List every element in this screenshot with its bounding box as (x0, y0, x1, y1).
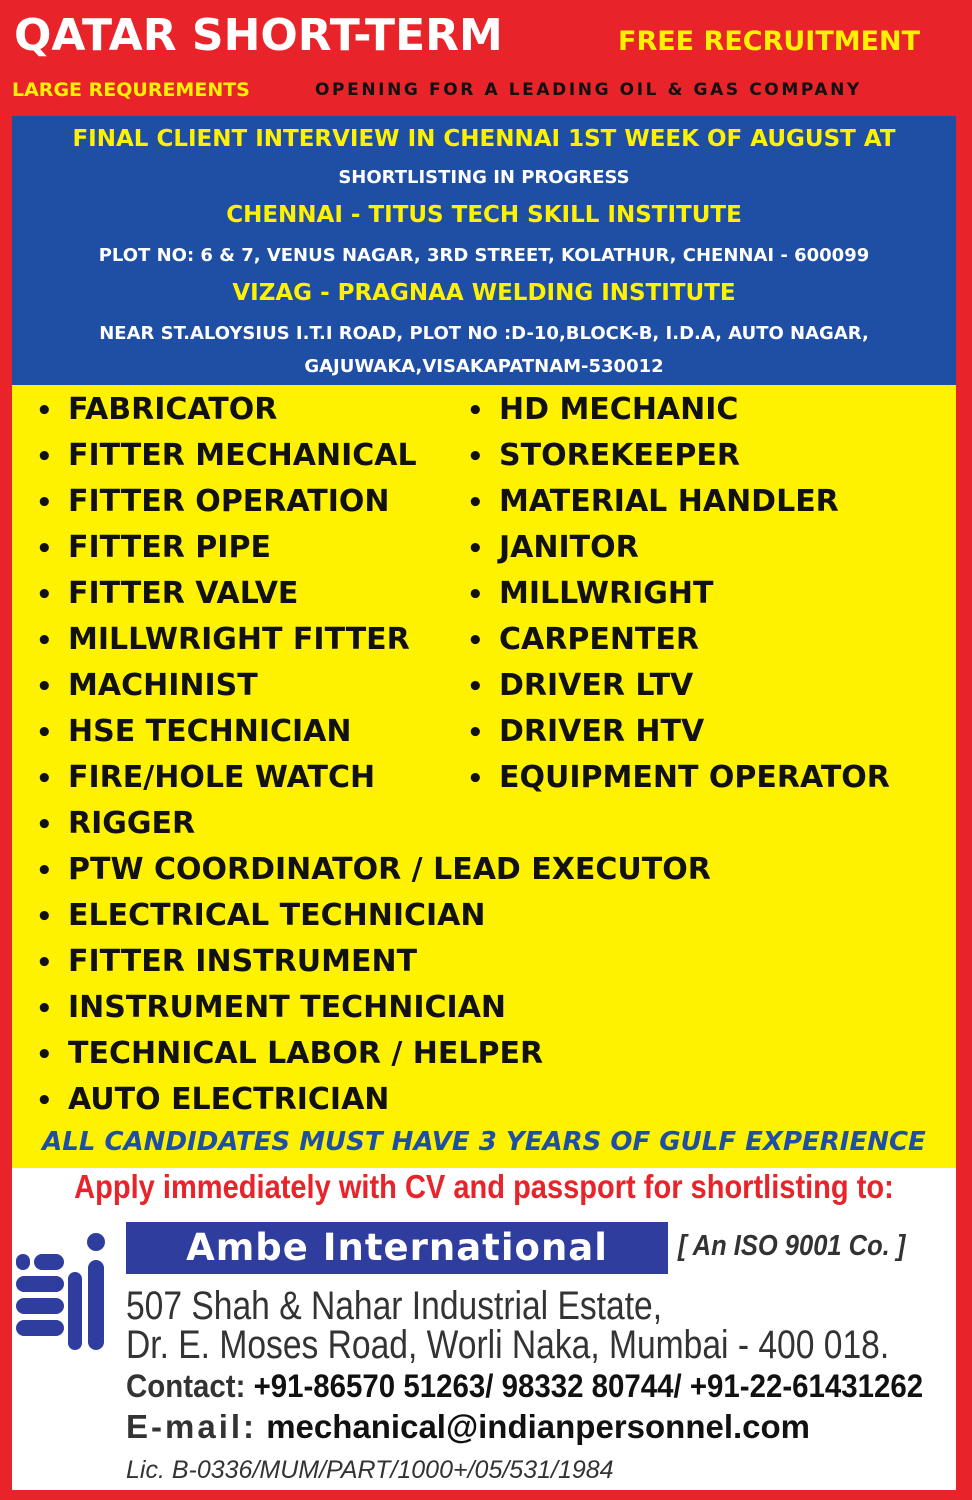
job-title: DRIVER LTV (499, 668, 694, 703)
job-item (36, 530, 271, 565)
venue-chennai-address: PLOT NO: 6 & 7, VENUS NAGAR, 3RD STREET, KOLATHUR, CHENNAI - 600099 (98, 245, 870, 266)
job-item (467, 714, 704, 749)
job-item (36, 760, 375, 795)
bullet-icon: • (36, 994, 53, 1024)
contact-label: Contact: (126, 1368, 246, 1404)
job-title: FITTER VALVE (68, 576, 299, 611)
job-title: INSTRUMENT TECHNICIAN (68, 990, 507, 1025)
bullet-icon: • (36, 672, 53, 702)
interview-headline: FINAL CLIENT INTERVIEW IN CHENNAI 1ST WEEK OF AUGUST AT (72, 126, 896, 152)
bullet-icon: • (36, 626, 53, 656)
job-title: JANITOR (499, 530, 639, 565)
job-item (467, 438, 740, 473)
headline-title: QATAR SHORT-TERM (14, 10, 503, 61)
contact-panel (12, 1168, 956, 1490)
job-title: MACHINIST (68, 668, 258, 703)
bullet-icon: • (36, 1086, 53, 1116)
job-title: HD MECHANIC (499, 392, 739, 427)
job-title: FITTER OPERATION (68, 484, 390, 519)
job-title: CARPENTER (499, 622, 699, 657)
job-title: STOREKEEPER (499, 438, 740, 473)
job-title: FABRICATOR (68, 392, 278, 427)
company-name: Ambe International (126, 1222, 668, 1274)
venue-chennai-name: CHENNAI - TITUS TECH SKILL INSTITUTE (226, 202, 742, 228)
job-item (36, 1036, 543, 1071)
bullet-icon: • (36, 810, 53, 840)
bullet-icon: • (467, 534, 484, 564)
job-title: MILLWRIGHT (499, 576, 714, 611)
job-title: MILLWRIGHT FITTER (68, 622, 410, 657)
bullet-icon: • (467, 718, 484, 748)
job-item (36, 392, 277, 427)
company-logo-icon (16, 1232, 108, 1350)
job-item (36, 852, 711, 887)
bullet-icon: • (36, 442, 53, 472)
shortlisting-status: SHORTLISTING IN PROGRESS (338, 167, 630, 188)
bullet-icon: • (36, 764, 53, 794)
venue-vizag-address-line-1: NEAR ST.ALOYSIUS I.T.I ROAD, PLOT NO :D-10,BLOCK-B, I.D.A, AUTO NAGAR, (99, 323, 869, 344)
license-number: Lic. B-0336/MUM/PART/1000+/05/531/1984 (126, 1456, 614, 1484)
job-item (467, 668, 693, 703)
job-title: EQUIPMENT OPERATOR (499, 760, 890, 795)
job-title: PTW COORDINATOR / LEAD EXECUTOR (68, 852, 711, 887)
address-line-2: Dr. E. Moses Road, Worli Naka, Mumbai - 400 018. (126, 1323, 890, 1367)
venue-vizag-name: VIZAG - PRAGNAA WELDING INSTITUTE (232, 280, 736, 306)
job-item (36, 990, 506, 1025)
job-title: FIRE/HOLE WATCH (68, 760, 376, 795)
free-recruitment-label: FREE RECRUITMENT (618, 26, 921, 57)
job-item (36, 714, 352, 749)
job-title: HSE TECHNICIAN (68, 714, 352, 749)
opening-label: OPENING FOR A LEADING OIL & GAS COMPANY (315, 80, 862, 100)
bullet-icon: • (467, 626, 484, 656)
job-item (36, 944, 417, 979)
bullet-icon: • (36, 534, 53, 564)
job-title: DRIVER HTV (499, 714, 705, 749)
bullet-icon: • (36, 488, 53, 518)
job-item (36, 1082, 389, 1117)
bullet-icon: • (36, 902, 53, 932)
job-item (36, 484, 390, 519)
bullet-icon: • (467, 442, 484, 472)
job-item (467, 576, 713, 611)
interview-details-panel (12, 116, 956, 385)
job-title: RIGGER (68, 806, 196, 841)
job-title: MATERIAL HANDLER (499, 484, 839, 519)
job-item (467, 484, 839, 519)
email-row (126, 1408, 810, 1446)
iso-certification: [ An ISO 9001 Co. ] (678, 1230, 906, 1262)
bullet-icon: • (36, 580, 53, 610)
contact-row (126, 1368, 923, 1405)
apply-instruction: Apply immediately with CV and passport for shortlisting to: (74, 1168, 894, 1205)
bullet-icon: • (467, 488, 484, 518)
large-requirements-label: LARGE REQUREMENTS (12, 79, 250, 101)
job-title: FITTER PIPE (68, 530, 271, 565)
contact-phone-numbers[interactable]: +91-86570 51263/ 98332 80744/ +91-22-61431262 (253, 1368, 924, 1404)
bullet-icon: • (36, 1040, 53, 1070)
bullet-icon: • (36, 948, 53, 978)
bullet-icon: • (467, 396, 484, 426)
bullet-icon: • (467, 672, 484, 702)
job-item (36, 438, 417, 473)
bullet-icon: • (36, 396, 53, 426)
email-link[interactable]: mechanical@indianpersonnel.com (266, 1408, 811, 1445)
job-title: TECHNICAL LABOR / HELPER (68, 1036, 544, 1071)
job-positions-panel (12, 385, 956, 1168)
job-item (36, 576, 298, 611)
bullet-icon: • (36, 718, 53, 748)
job-item (36, 622, 410, 657)
job-item (467, 622, 699, 657)
address-line-1: 507 Shah & Nahar Industrial Estate, (126, 1284, 663, 1328)
job-title: FITTER INSTRUMENT (68, 944, 418, 979)
job-item (467, 760, 890, 795)
job-item (467, 530, 639, 565)
venue-vizag-address-line-2: GAJUWAKA,VISAKAPATNAM-530012 (304, 356, 664, 377)
experience-requirement-note: ALL CANDIDATES MUST HAVE 3 YEARS OF GULF EXPERIENCE (42, 1127, 926, 1157)
job-item (36, 668, 258, 703)
job-item (467, 392, 738, 427)
bullet-icon: • (467, 580, 484, 610)
header-banner (0, 0, 972, 112)
job-title: ELECTRICAL TECHNICIAN (68, 898, 486, 933)
bullet-icon: • (36, 856, 53, 886)
job-item (36, 898, 486, 933)
job-title: FITTER MECHANICAL (68, 438, 417, 473)
email-label: E-mail: (126, 1408, 258, 1445)
bullet-icon: • (467, 764, 484, 794)
job-item (36, 806, 195, 841)
job-title: AUTO ELECTRICIAN (68, 1082, 390, 1117)
